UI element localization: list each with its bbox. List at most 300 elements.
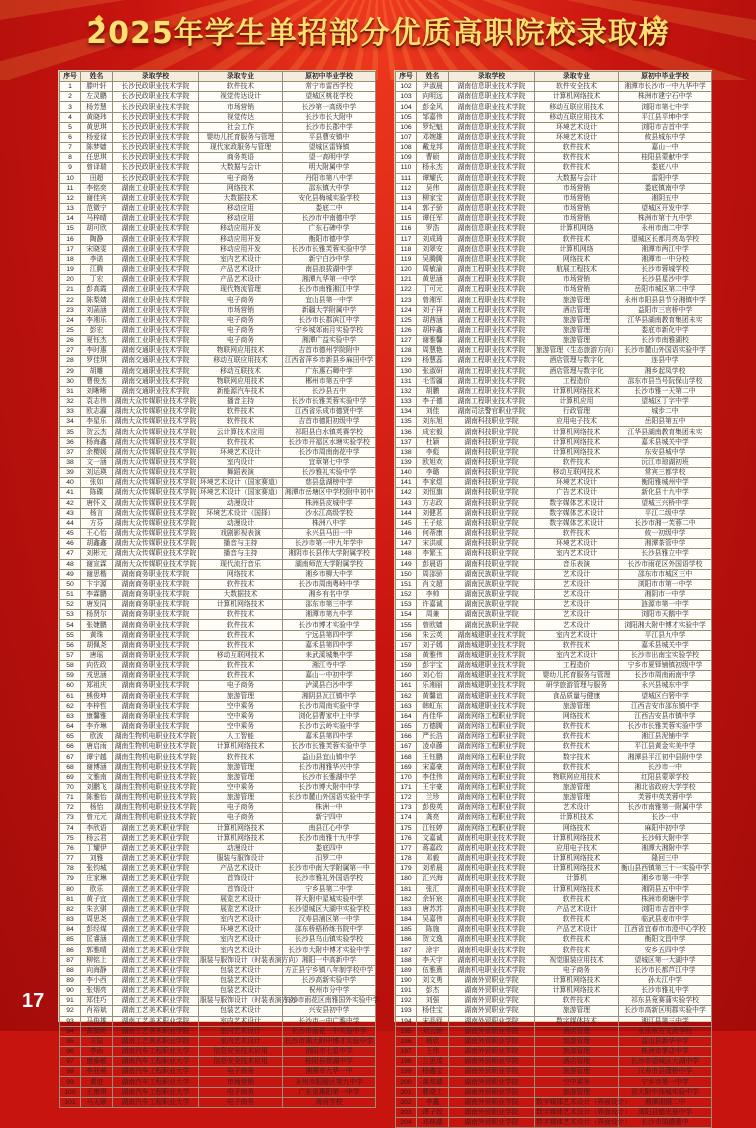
- table-cell: 长沙第一高级中学: [283, 102, 376, 112]
- table-cell: 湖南科技职业学院: [449, 468, 535, 478]
- table-cell: 计算机网络技术: [535, 864, 619, 874]
- table-cell: 159: [396, 661, 417, 671]
- table-cell: 刘希晨: [417, 864, 449, 874]
- table-cell: 175: [396, 823, 417, 833]
- table-cell: 湖南工艺美术职业学院: [113, 1016, 199, 1026]
- table-row: [396, 478, 712, 488]
- table-cell: 湖南商务职业技术学院: [113, 579, 199, 589]
- table-cell: 胡茜涵: [417, 315, 449, 325]
- table-row: [396, 447, 712, 457]
- table-cell: 娄底四中: [283, 843, 376, 853]
- table-cell: 电子商务: [199, 1067, 283, 1077]
- table-row: [396, 600, 712, 610]
- table-row: [60, 508, 376, 518]
- table-cell: 芙蓉中英芙蓉中学: [619, 793, 712, 803]
- table-row: [396, 244, 712, 254]
- table-cell: 湖南城建职业技术学院: [449, 640, 535, 650]
- table-row: [60, 569, 376, 579]
- table-cell: 丁耀伊: [81, 843, 113, 853]
- table-cell: 吉首市德州学院附中: [283, 346, 376, 356]
- table-cell: 曾湘军: [417, 295, 449, 305]
- admission-table-left-panel: [58, 70, 380, 1106]
- table-cell: 方陆: [81, 1036, 113, 1046]
- table-cell: 旅游管理: [535, 1036, 619, 1046]
- table-cell: 酒店管理与数字化: [535, 366, 619, 376]
- table-cell: 毛雪疆: [417, 376, 449, 386]
- table-cell: 彭金风: [417, 102, 449, 112]
- table-row: [396, 407, 712, 417]
- table-cell: 长沙市博大附中中学: [283, 782, 376, 792]
- table-cell: 刘子祥: [417, 305, 449, 315]
- table-cell: 信息安全技术应用: [199, 1057, 283, 1067]
- table-cell: 艺术设计: [535, 610, 619, 620]
- table-cell: 长沙市南雅十九中学: [283, 833, 376, 843]
- table-cell: 永州市阳陵区第九中学: [283, 1077, 376, 1087]
- table-cell: 长沙市长郡滨江中学: [283, 315, 376, 325]
- table-row: [396, 112, 712, 122]
- table-row: [396, 1077, 712, 1087]
- table-cell: 长沙市南雅湘江中学: [283, 285, 376, 295]
- table-cell: 长沙市周南粤岭中学: [283, 579, 376, 589]
- table-row: [396, 742, 712, 752]
- table-cell: 44: [60, 518, 81, 528]
- table-cell: 软件技术: [199, 671, 283, 681]
- table-cell: 黄进: [81, 1077, 113, 1087]
- table-cell: 111: [396, 173, 417, 183]
- table-cell: 艺术设计: [535, 579, 619, 589]
- table-cell: 83: [60, 914, 81, 924]
- table-cell: 长沙民政职业技术学院: [113, 163, 199, 173]
- table-cell: 湖南工程职业技术学院: [449, 264, 535, 274]
- table-cell: 湖南商务职业技术学院: [113, 620, 199, 630]
- table-cell: 刘晰晰: [81, 386, 113, 396]
- table-cell: 娄底镇南中学: [619, 183, 712, 193]
- table-cell: 软件技术: [535, 722, 619, 732]
- table-cell: 周慧艳: [417, 346, 449, 356]
- table-cell: 袁志伟: [81, 397, 113, 407]
- table-cell: 郭雅晴: [81, 945, 113, 955]
- table-cell: 新能源汽车技术: [199, 386, 283, 396]
- table-cell: 30: [60, 376, 81, 386]
- table-cell: 市场营销: [535, 204, 619, 214]
- table-cell: 湖南科技职业学院: [449, 457, 535, 467]
- table-row: [396, 325, 712, 335]
- table-row: [60, 1077, 376, 1087]
- table-cell: 陈梦嫱: [81, 143, 113, 153]
- table-cell: 湖南汽车工程职业大学: [113, 1057, 199, 1067]
- table-cell: 欧乐: [81, 884, 113, 894]
- table-cell: 189: [396, 965, 417, 975]
- table-cell: 湖南机电职业技术学院: [449, 914, 535, 924]
- table-cell: 刘成琦: [417, 234, 449, 244]
- table-cell: 湖南工业职业技术学院: [113, 183, 199, 193]
- table-cell: 曾欧嫱: [417, 620, 449, 630]
- table-cell: 软件技术: [535, 143, 619, 153]
- table-cell: 刘恒旗: [417, 488, 449, 498]
- table-row: [396, 1087, 712, 1097]
- table-cell: 计算机网络技术: [535, 437, 619, 447]
- table-cell: 浏阳市天鹅中学: [619, 610, 712, 620]
- table-row: [396, 955, 712, 965]
- table-cell: 衡阳雅城州中学: [619, 478, 712, 488]
- table-cell: 湖南外贸职业学院: [449, 996, 535, 1006]
- table-cell: 157: [396, 640, 417, 650]
- table-cell: 黄晓玮: [81, 112, 113, 122]
- table-cell: 湖南信息职业技术学院: [449, 92, 535, 102]
- table-row: [60, 955, 376, 965]
- table-cell: 李家煜: [417, 478, 449, 488]
- table-cell: 城步二中: [619, 407, 712, 417]
- table-cell: 谭子姣: [417, 1107, 449, 1117]
- table-cell: 200: [396, 1077, 417, 1087]
- table-cell: 湖南工艺美术职业学院: [113, 955, 199, 965]
- table-cell: 162: [396, 691, 417, 701]
- table-cell: 湘乡有名中学: [283, 589, 376, 599]
- table-cell: 湖南商务职业技术学院: [113, 722, 199, 732]
- table-row: [396, 569, 712, 579]
- table-cell: 酒店管理: [535, 1057, 619, 1067]
- table-cell: 商务英语: [199, 153, 283, 163]
- column-header: 序号: [60, 72, 81, 82]
- table-cell: 电子商务: [199, 681, 283, 691]
- table-cell: 长沙民政职业技术学院: [113, 102, 199, 112]
- table-cell: 湖南网络工程职业学院: [449, 823, 535, 833]
- table-row: [60, 894, 376, 904]
- table-cell: 胡梓鑫: [417, 325, 449, 335]
- table-cell: 湖南工艺美术职业学院: [113, 864, 199, 874]
- table-cell: 湖南工业职业技术学院: [113, 336, 199, 346]
- table-cell: 湘潭市岳塘区中学校附中初中: [283, 488, 376, 498]
- table-cell: 23: [60, 305, 81, 315]
- table-cell: 174: [396, 813, 417, 823]
- table-row: [396, 498, 712, 508]
- table-cell: 湖南机电职业技术学院: [449, 833, 535, 843]
- table-cell: 湖南生物机电职业技术学院: [113, 772, 199, 782]
- table-cell: 137: [396, 437, 417, 447]
- table-cell: 宋晓雯: [81, 244, 113, 254]
- table-cell: 宋晶铎: [417, 1016, 449, 1026]
- table-cell: 熊俊坤: [81, 691, 113, 701]
- table-cell: 198: [396, 1057, 417, 1067]
- table-cell: 李小西: [81, 975, 113, 985]
- table-body-left: [60, 82, 380, 1108]
- table-cell: 婴幼儿托育服务与管理: [199, 132, 283, 142]
- table-cell: 湖南大众传媒职业技术学院: [113, 508, 199, 518]
- table-row: [396, 366, 712, 376]
- table-cell: 红阳县蒙翠学校: [619, 772, 712, 782]
- table-cell: 软件技术: [535, 996, 619, 1006]
- table-cell: 望城区白箬中学: [619, 691, 712, 701]
- table-cell: 湖南网络工程职业学院: [449, 742, 535, 752]
- table-cell: 唐瑶: [81, 650, 113, 660]
- table-cell: 湖南交通职业技术学院: [113, 376, 199, 386]
- table-row: [60, 305, 376, 315]
- table-row: [60, 620, 376, 630]
- table-cell: 永兴县马田一中: [283, 529, 376, 539]
- table-cell: 136: [396, 427, 417, 437]
- table-cell: 移动互联技术: [199, 366, 283, 376]
- table-cell: 长沙市雅一天第二中: [619, 386, 712, 396]
- table-cell: 湖南外贸职业学院: [449, 1067, 535, 1077]
- table-cell: 株洲市建宁石中学: [619, 92, 712, 102]
- table-cell: 室内设计: [199, 457, 283, 467]
- table-cell: 湖南机电职业技术学院: [449, 874, 535, 884]
- table-cell: 网络技术: [535, 254, 619, 264]
- table-row: [60, 143, 376, 153]
- table-cell: 75: [60, 833, 81, 843]
- table-cell: 201: [396, 1087, 417, 1097]
- table-cell: 首饰设计: [199, 884, 283, 894]
- table-cell: 134: [396, 407, 417, 417]
- table-cell: 56: [60, 640, 81, 650]
- table-row: [396, 914, 712, 924]
- table-cell: 嘉禾县第四中学: [283, 640, 376, 650]
- table-cell: 杨爱禄: [81, 132, 113, 142]
- table-cell: 湖南生物机电职业技术学院: [113, 752, 199, 762]
- table-cell: 湖南信息职业技术学院: [449, 132, 535, 142]
- table-cell: 计算机网络技术: [199, 742, 283, 752]
- table-cell: 湘阴五中: [619, 193, 712, 203]
- table-cell: 湖南大众传媒职业技术学院: [113, 457, 199, 467]
- table-cell: 室内艺术设计: [199, 914, 283, 924]
- table-cell: 湖南工程职业技术学院: [449, 386, 535, 396]
- table-cell: 139: [396, 457, 417, 467]
- table-cell: 曾元元: [81, 813, 113, 823]
- table-cell: 长沙市大附中博才实验中学: [283, 945, 376, 955]
- table-cell: 望城区桃花学校: [283, 92, 376, 102]
- table-cell: 3: [60, 102, 81, 112]
- table-cell: 室内艺术设计: [199, 1016, 283, 1026]
- table-cell: 58: [60, 661, 81, 671]
- table-cell: 湖南信息职业技术学院: [449, 122, 535, 132]
- table-cell: 湖南工艺美术职业学院: [113, 904, 199, 914]
- table-row: [396, 214, 712, 224]
- table-cell: 149: [396, 559, 417, 569]
- table-cell: 197: [396, 1047, 417, 1057]
- table-cell: 李子德: [417, 397, 449, 407]
- table-cell: 现代物流管理: [199, 285, 283, 295]
- table-body-right: [396, 82, 712, 1128]
- table-cell: 湖南工程职业技术学院: [449, 397, 535, 407]
- table-cell: 曹硕: [417, 153, 449, 163]
- table-cell: 82: [60, 904, 81, 914]
- table-cell: 杨怡: [81, 803, 113, 813]
- table-cell: 移动互联应用技术: [535, 112, 619, 122]
- table-cell: 市场营销: [199, 102, 283, 112]
- table-cell: 112: [396, 183, 417, 193]
- table-cell: 兴安县初中学: [283, 1006, 376, 1016]
- table-row: [396, 295, 712, 305]
- table-cell: 移动互联应用技术: [199, 356, 283, 366]
- table-cell: 旅游管理: [199, 772, 283, 782]
- table-cell: 陶静: [81, 234, 113, 244]
- table-cell: 李璐: [417, 468, 449, 478]
- table-row: [60, 427, 376, 437]
- table-cell: 湖南机电职业技术学院: [449, 945, 535, 955]
- table-cell: 湖南工艺美术职业学院: [113, 945, 199, 955]
- table-cell: 杨海鑫: [81, 437, 113, 447]
- table-cell: 江西省宜春市市澄中心学校: [619, 925, 712, 935]
- column-header: 录取学校: [113, 72, 199, 82]
- table-cell: 室内艺术设计: [199, 1026, 283, 1036]
- table-cell: 湖南工业职业技术学院: [113, 224, 199, 234]
- table-cell: 向海静: [81, 965, 113, 975]
- column-header: 原初中毕业学校: [283, 72, 376, 82]
- table-row: [60, 1006, 376, 1016]
- table-cell: 益山县新华中学: [619, 1036, 712, 1046]
- table-cell: 杨永杰: [417, 163, 449, 173]
- table-cell: 服装与服饰设计（时装表演方向）: [200, 956, 302, 964]
- table-cell: 计算机网络技术: [535, 975, 619, 985]
- table-cell: 吴腾腾: [417, 254, 449, 264]
- table-row: [60, 488, 376, 498]
- table-cell: 刘心怡: [417, 671, 449, 681]
- table-row: [396, 1016, 712, 1026]
- table-cell: 软件技术: [535, 732, 619, 742]
- table-cell: 丁可元: [417, 285, 449, 295]
- table-cell: 丁宏: [81, 275, 113, 285]
- table-cell: 长沙县星沙中学: [619, 275, 712, 285]
- table-cell: 隆回三中: [619, 854, 712, 864]
- table-cell: 湘潭大湘附中学: [619, 843, 712, 853]
- table-cell: 江华县湖南教育集团未实: [619, 427, 712, 437]
- table-cell: 192: [396, 996, 417, 1006]
- table-cell: 胡佩尧: [81, 640, 113, 650]
- column-header: 姓名: [417, 72, 449, 82]
- table-cell: 70: [60, 782, 81, 792]
- table-cell: 空中乘务: [535, 1077, 619, 1087]
- table-cell: 湖南科技职业学院: [449, 417, 535, 427]
- table-row: [396, 854, 712, 864]
- table-cell: 60: [60, 681, 81, 691]
- table-cell: 湖南工程职业技术学院: [449, 315, 535, 325]
- table-cell: 室内艺术设计: [535, 549, 619, 559]
- table-cell: 贺云杰: [81, 427, 113, 437]
- table-cell: 耒武溪城集中学: [283, 650, 376, 660]
- table-cell: 李乔琳: [81, 722, 113, 732]
- table-cell: 湖南工业职业技术学院: [113, 204, 199, 214]
- table-cell: 江西省萍乡市新县乡麻田中学: [283, 356, 376, 366]
- table-row: [60, 965, 376, 975]
- table-cell: 164: [396, 711, 417, 721]
- table-cell: 91: [60, 996, 81, 1006]
- table-row: [396, 437, 712, 447]
- table-cell: 首饰设计: [199, 874, 283, 884]
- table-cell: 刘翠安: [417, 244, 449, 254]
- table-cell: 黄雅伟: [417, 650, 449, 660]
- table-cell: 罗浩: [417, 224, 449, 234]
- table-cell: 软件技术: [199, 661, 283, 671]
- table-cell: 长沙民政职业技术学院: [113, 143, 199, 153]
- table-row: [396, 1036, 712, 1046]
- table-cell: 49: [60, 569, 81, 579]
- table-cell: 194: [396, 1016, 417, 1026]
- table-cell: 长沙市云岭实验中学: [283, 722, 376, 732]
- table-cell: 环境艺术设计（国择）: [199, 508, 283, 518]
- table-cell: 185: [396, 925, 417, 935]
- table-cell: 产品艺术设计: [535, 904, 619, 914]
- table-row: [60, 945, 376, 955]
- table-cell: 涂宇: [417, 945, 449, 955]
- table-cell: 湖南商务职业技术学院: [113, 610, 199, 620]
- table-cell: 湖南汽车工程职业大学: [113, 1067, 199, 1077]
- table-cell: 193: [396, 1006, 417, 1016]
- table-cell: 浏阳市第七中学: [619, 102, 712, 112]
- admission-table-right-panel: [394, 70, 712, 1127]
- table-cell: 尹淑晨: [417, 82, 449, 92]
- table-row: [60, 336, 376, 346]
- table-cell: 李时惠: [81, 346, 113, 356]
- table-cell: 永乐东方文武学校: [619, 1026, 712, 1036]
- table-cell: 湘阴县五中中学: [619, 884, 712, 894]
- table-cell: 湖南工艺美术职业学院: [113, 874, 199, 884]
- table-cell: 长沙县雅立中学: [619, 549, 712, 559]
- table-cell: 泸溪县白沙中学: [283, 681, 376, 691]
- table-cell: 吴嘉伟: [417, 914, 449, 924]
- table-cell: 祝州市分中学: [283, 986, 376, 996]
- table-cell: 余樱媛: [81, 447, 113, 457]
- table-cell: 计算机网络技术: [535, 386, 619, 396]
- table-cell: 市场营销: [535, 183, 619, 193]
- table-cell: 数字媒体艺术设计（界面设计）: [536, 1119, 632, 1127]
- table-cell: 应用电子技术: [535, 843, 619, 853]
- table-cell: 刘强: [417, 996, 449, 1006]
- table-cell: 计算机网络技术: [535, 833, 619, 843]
- table-cell: 王子炫: [417, 518, 449, 528]
- table-row: [60, 854, 376, 864]
- table-cell: 应用电子技术: [535, 417, 619, 427]
- table-cell: 14: [60, 214, 81, 224]
- table-cell: 兰珍: [417, 793, 449, 803]
- table-cell: 电子商务: [199, 173, 283, 183]
- table-row: [396, 336, 712, 346]
- table-cell: 谭耀氏: [417, 173, 449, 183]
- table-cell: 113: [396, 193, 417, 203]
- table-cell: 谢宣霖: [81, 559, 113, 569]
- table-cell: 171: [396, 782, 417, 792]
- table-cell: 电子商务: [199, 336, 283, 346]
- table-row: [60, 986, 376, 996]
- page-number: 17: [22, 990, 45, 1012]
- table-row: [60, 864, 376, 874]
- table-cell: 康泰敏: [81, 1057, 113, 1067]
- table-cell: 室内艺术设计: [535, 630, 619, 640]
- table-cell: 室内艺术设计: [535, 650, 619, 660]
- table-cell: 张汇: [417, 884, 449, 894]
- table-cell: 王钰鹏: [417, 752, 449, 762]
- table-row: [396, 254, 712, 264]
- table-cell: 120: [396, 264, 417, 274]
- table-cell: 社会工作: [199, 122, 283, 132]
- table-cell: 移动应用: [199, 204, 283, 214]
- table-row: [396, 701, 712, 711]
- table-cell: 湖南网络工程职业学院: [449, 732, 535, 742]
- table-cell: 刘鹏飞: [81, 782, 113, 792]
- table-cell: 包装艺术设计: [199, 965, 283, 975]
- table-cell: 平县曹安镇中: [283, 132, 376, 142]
- table-cell: 大数据技术: [199, 193, 283, 203]
- table-cell: 娄底二中: [283, 204, 376, 214]
- table-row: [60, 1036, 376, 1046]
- table-cell: 湖南大众传媒职业技术学院: [113, 529, 199, 539]
- table-cell: 匡睿涵: [81, 935, 113, 945]
- table-cell: 湖南工艺美术职业学院: [113, 975, 199, 985]
- table-cell: 李铭奕: [81, 183, 113, 193]
- table-cell: 153: [396, 600, 417, 610]
- table-cell: 湖南机电职业技术学院: [449, 864, 535, 874]
- table-cell: 湖南商务职业技术学院: [113, 640, 199, 650]
- table-row: [60, 884, 376, 894]
